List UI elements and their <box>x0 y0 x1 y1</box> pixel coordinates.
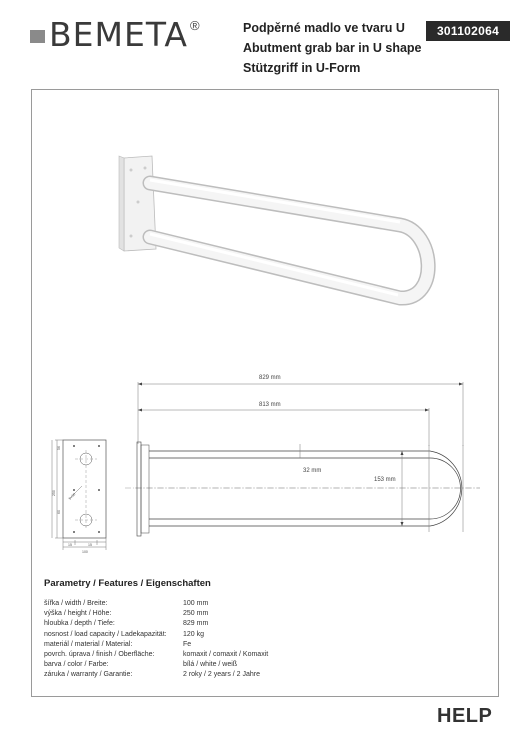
side-dim-inner: 15 <box>68 543 72 547</box>
feature-value: Fe <box>183 640 192 648</box>
title-english: Abutment grab bar in U shape <box>243 41 422 55</box>
features-title: Parametry / Features / Eigenschaften <box>44 578 211 589</box>
brand-name: BEMETA <box>49 15 188 54</box>
feature-value: 100 mm <box>183 600 209 607</box>
feature-label: barva / color / Farbe: <box>44 661 109 669</box>
technical-drawing <box>0 360 530 590</box>
feature-row <box>44 650 383 660</box>
feature-value: bílá / white / weiß <box>183 661 238 669</box>
dim-total-label: 829 mm <box>259 375 281 381</box>
help-label: HELP <box>437 705 493 727</box>
side-dim-top: 56 <box>57 446 61 450</box>
feature-label: šířka / width / Breite: <box>44 600 108 607</box>
dim-diameter-label: 32 mm <box>303 468 322 474</box>
feature-row <box>44 670 383 680</box>
side-dim-mid: 60 <box>57 510 61 514</box>
feature-row <box>44 619 383 629</box>
registered-mark: ® <box>189 18 200 33</box>
feature-row <box>44 630 383 640</box>
product-code-badge: 301102064 <box>426 21 510 41</box>
feature-value: 250 mm <box>183 610 209 618</box>
side-dim-total: 250 <box>52 490 56 496</box>
feature-label: nosnost / load capacity / Ladekapazität: <box>44 630 167 638</box>
feature-label: výška / height / Höhe: <box>44 610 112 618</box>
product-render <box>0 0 530 340</box>
dim-width-label: 153 mm <box>374 477 396 483</box>
side-plate-outline <box>63 440 106 538</box>
feature-value: 829 mm <box>183 620 209 628</box>
u-bar-render <box>150 180 428 298</box>
front-view-bar <box>125 442 480 536</box>
feature-label: záruka / warranty / Garantie: <box>44 671 133 679</box>
feature-label: materiál / material / Material: <box>44 640 133 648</box>
feature-row <box>44 640 383 650</box>
title-czech: Podpěrné madlo ve tvaru U <box>243 21 405 35</box>
side-dim-angle: 5×60 <box>67 492 77 501</box>
dim-inner-label: 813 mm <box>259 402 281 408</box>
side-dim-small: 15 <box>88 543 92 547</box>
feature-label: povrch. úprava / finish / Oberfläche: <box>44 651 155 659</box>
side-dim-width: 100 <box>82 550 88 554</box>
feature-row <box>44 599 383 609</box>
feature-row <box>44 609 383 619</box>
feature-value: 120 kg <box>183 630 205 638</box>
feature-value: komaxit / comaxit / Komaxit <box>183 651 269 659</box>
title-german: Stützgriff in U-Form <box>243 61 361 75</box>
feature-value: 2 roky / 2 years / 2 Jahre <box>183 671 261 679</box>
features-table <box>44 599 383 681</box>
feature-row <box>44 660 383 670</box>
feature-label: hloubka / depth / Tiefe: <box>44 620 115 628</box>
